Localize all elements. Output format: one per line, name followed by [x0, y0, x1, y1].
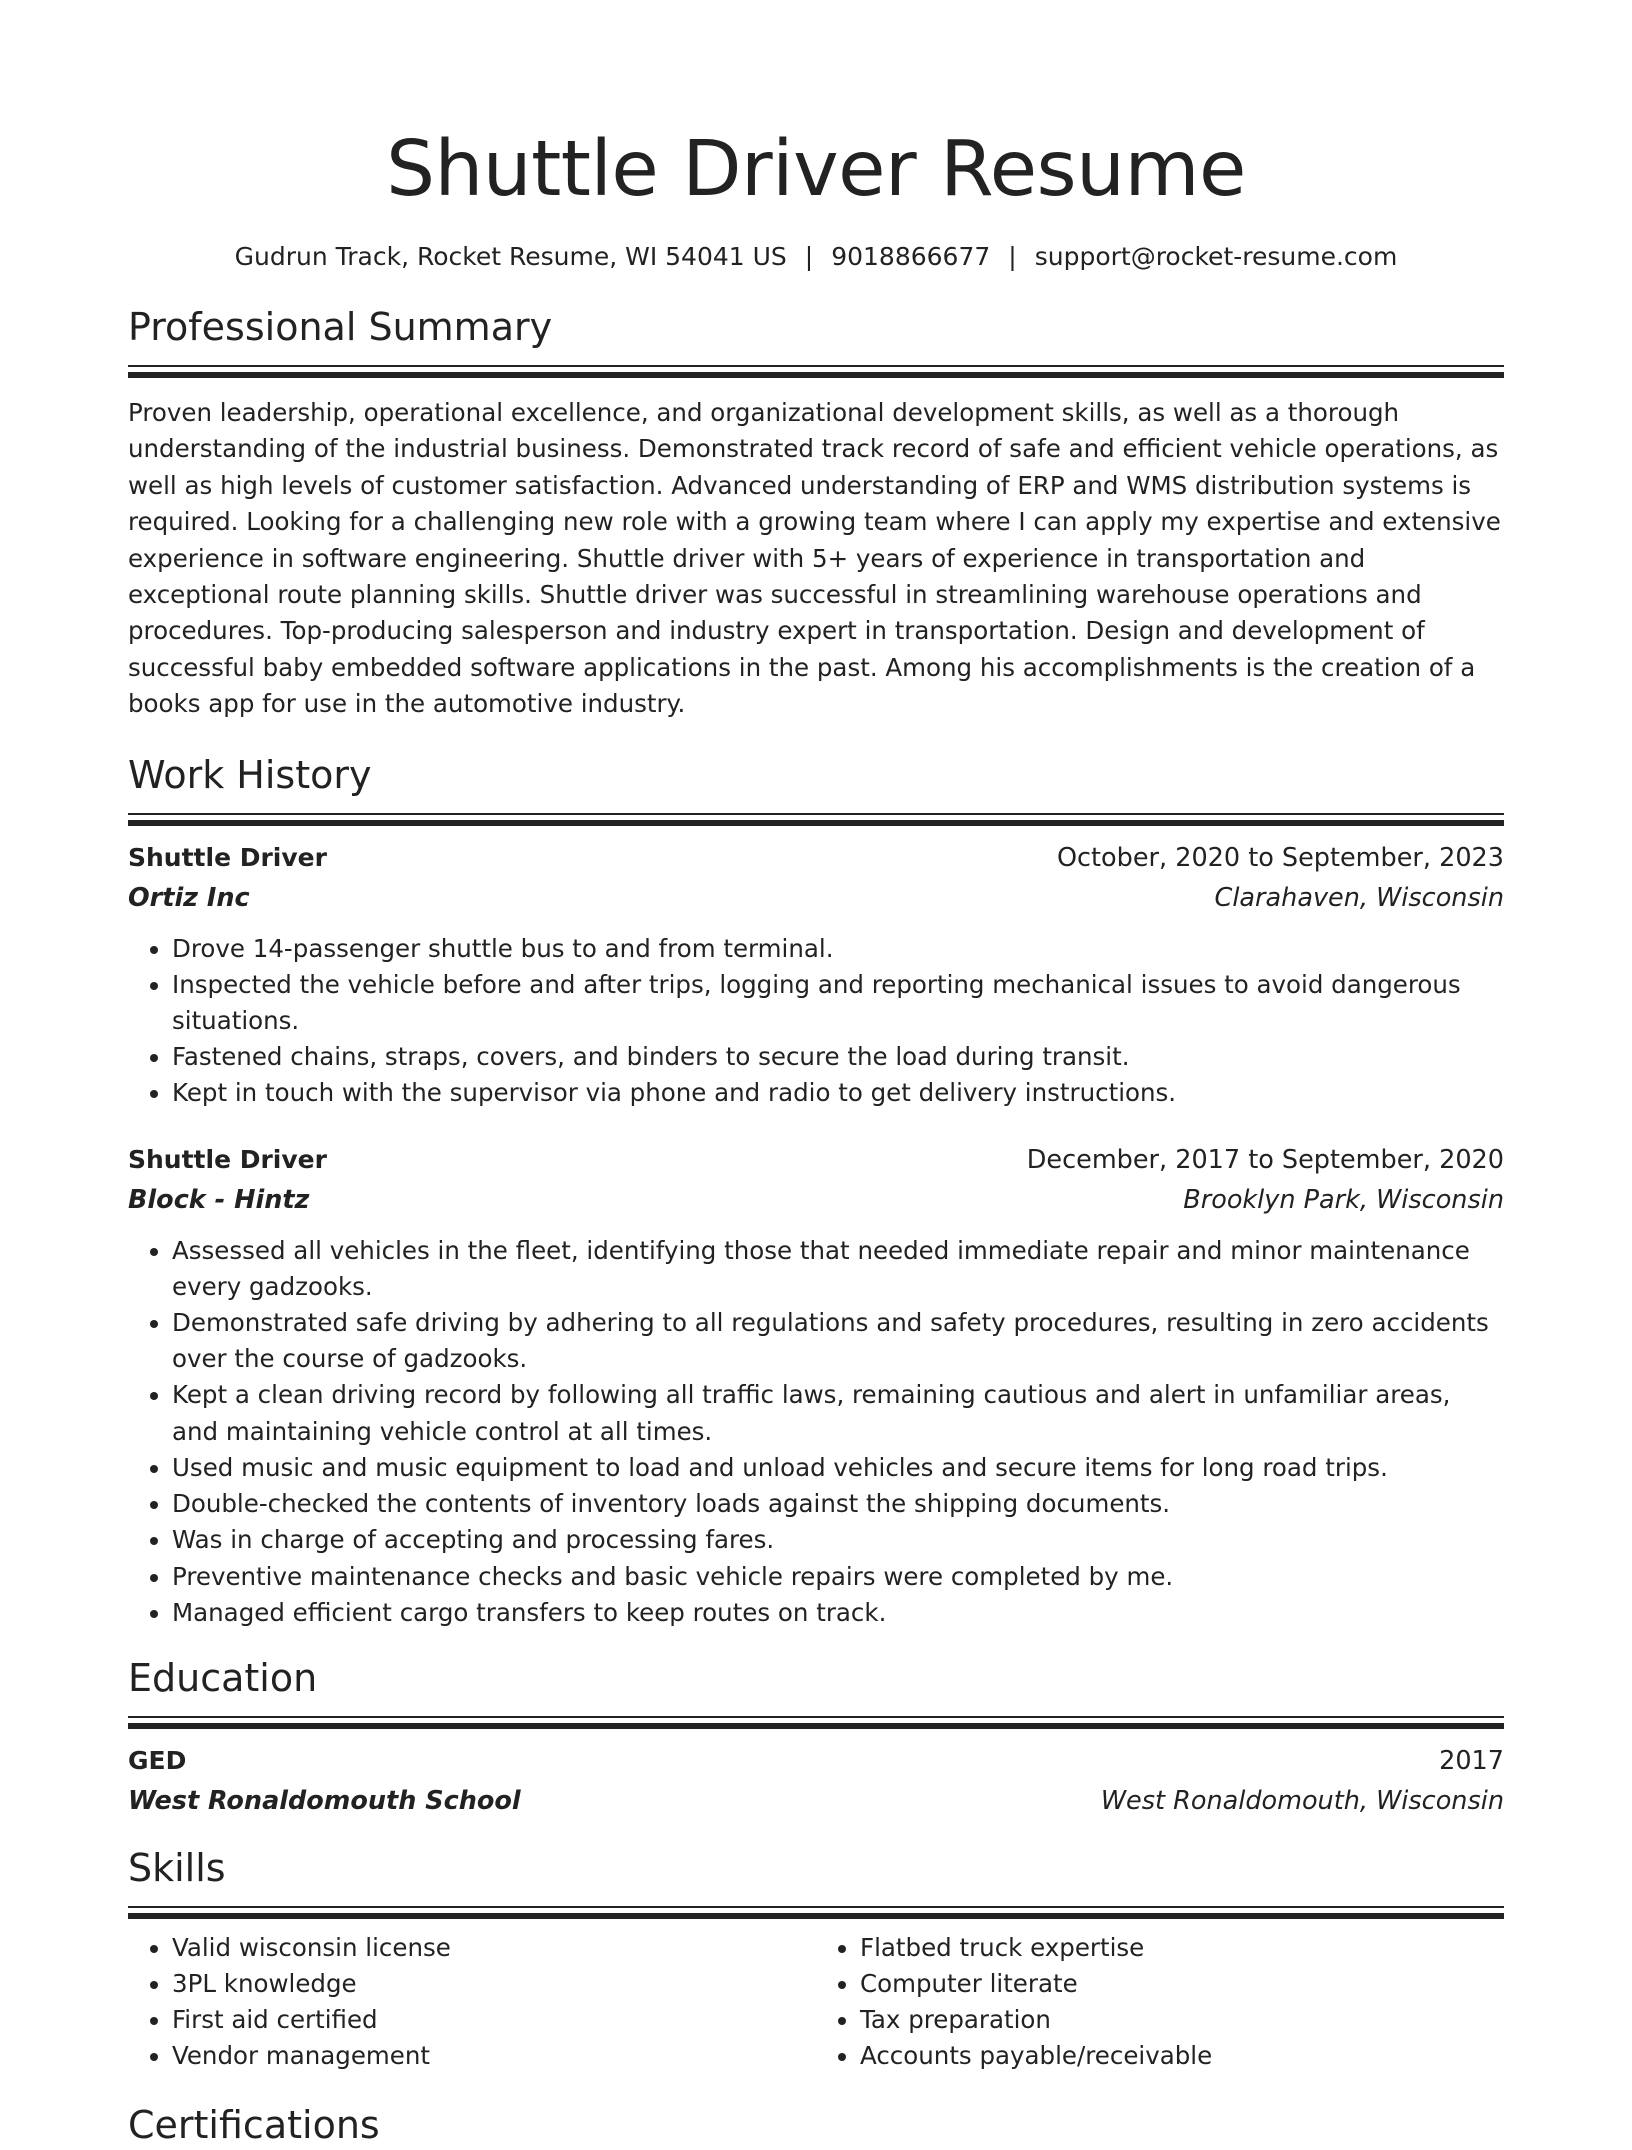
skill-item: • 3PL knowledge: [172, 1966, 816, 2002]
job-company-row: [128, 878, 1504, 918]
skills-section: [128, 1843, 1504, 2074]
education-heading: Education: [128, 1655, 318, 1700]
contact-address: Gudrun Track, Rocket Resume, WI 54041 US: [234, 242, 787, 271]
job-dates: October, 2020 to September, 2023: [1056, 842, 1504, 873]
skills-list-left: [128, 1930, 816, 2074]
skill-item: • First aid certified: [172, 2002, 816, 2038]
job-header-row: [128, 838, 1504, 878]
skill-item: • Flatbed truck expertise: [860, 1930, 1504, 1966]
certifications-section: [128, 2100, 1504, 2150]
skill-item: • Accounts payable/receivable: [860, 2038, 1504, 2074]
list-item: • Double-checked the contents of inventory loads against the shipping documents.: [172, 1486, 1504, 1522]
job-company-row: [128, 1180, 1504, 1220]
list-item: • Preventive maintenance checks and basic vehicle repairs were completed by me.: [172, 1559, 1504, 1595]
list-item: • Kept a clean driving record by following all traffic laws, remaining cautious and alert in unfamiliar areas, and maintaining vehicle control at all times.: [172, 1377, 1504, 1449]
section-divider: [128, 1716, 1504, 1726]
work-history-heading: Work History: [128, 752, 372, 797]
skill-item: • Tax preparation: [860, 2002, 1504, 2038]
list-item: • Used music and music equipment to load and unload vehicles and secure items for long road trips.: [172, 1450, 1504, 1486]
summary-text: Proven leadership, operational excellence, and organizational development skills, as well as a thorough understanding of the industrial business. Demonstrated track record of safe and efficient vehicle operations, as well as high levels of customer satisfaction. Advanced understanding of ERP and WMS distribution systems is required. Looking for a challenging new role with a growing team where I can apply my expertise and extensive experience in software engineering. Shuttle driver with 5+ years of experience in transportation and exceptional route planning skills. Shuttle driver was successful in streamlining warehouse operations and procedures. Top-producing salesperson and industry expert in transportation. Design and development of successful baby embedded software applications in the past. Among his accomplishments is the creation of a books app for use in the automotive industry.: [128, 398, 1501, 719]
education-header-row: [128, 1741, 1504, 1781]
summary-heading: Professional Summary: [128, 305, 553, 349]
contact-email[interactable]: support@rocket-resume.com: [1034, 242, 1398, 271]
section-divider: [128, 813, 1504, 823]
list-item: • Fastened chains, straps, covers, and binders to secure the load during transit.: [172, 1039, 1504, 1075]
job-bullets: [128, 931, 1504, 1112]
job-dates: December, 2017 to September, 2020: [1026, 1144, 1504, 1175]
job-company: Ortiz Inc: [128, 882, 250, 913]
education-degree: GED: [128, 1745, 187, 1775]
education-year: 2017: [1439, 1745, 1504, 1776]
skill-item: • Valid wisconsin license: [172, 1930, 816, 1966]
section-divider: [128, 365, 1504, 375]
skills-heading: Skills: [128, 1845, 226, 1890]
education-school-row: [128, 1781, 1504, 1821]
education-school: West Ronaldomouth School: [128, 1785, 521, 1816]
resume-title: Shuttle Driver Resume: [386, 125, 1246, 214]
job-title: Shuttle Driver: [128, 842, 327, 872]
job-location: Clarahaven, Wisconsin: [1214, 882, 1504, 913]
skills-columns: [128, 1930, 1504, 2074]
list-item: • Demonstrated safe driving by adhering to all regulations and safety procedures, resulting in zero accidents over the course of gadzooks.: [172, 1305, 1504, 1377]
job-bullets: [128, 1233, 1504, 1631]
work-history-section: [128, 750, 1504, 1631]
list-item: • Inspected the vehicle before and after trips, logging and reporting mechanical issues to avoid dangerous situations.: [172, 967, 1504, 1039]
education-section: [128, 1653, 1504, 1821]
education-location: West Ronaldomouth, Wisconsin: [1100, 1785, 1504, 1816]
job-header-row: [128, 1140, 1504, 1180]
contact-phone: 9018866677: [831, 242, 991, 271]
list-item: • Drove 14-passenger shuttle bus to and from terminal.: [172, 931, 1504, 967]
job-entry: [128, 838, 1504, 1112]
section-divider: [128, 1906, 1504, 1916]
skills-list-right: [816, 1930, 1504, 2074]
skill-item: • Computer literate: [860, 1966, 1504, 2002]
job-title: Shuttle Driver: [128, 1144, 327, 1174]
education-entry: [128, 1741, 1504, 1821]
certifications-heading: Certifications: [128, 2102, 380, 2147]
list-item: • Assessed all vehicles in the fleet, identifying those that needed immediate repair and minor maintenance every gadzooks.: [172, 1233, 1504, 1305]
contact-line: [128, 240, 1504, 274]
contact-separator: |: [1008, 242, 1017, 271]
job-entry: [128, 1140, 1504, 1631]
summary-section: [128, 302, 1504, 723]
skill-item: • Vendor management: [172, 2038, 816, 2074]
job-company: Block - Hintz: [128, 1184, 310, 1215]
contact-separator: |: [804, 242, 814, 271]
job-location: Brooklyn Park, Wisconsin: [1183, 1184, 1504, 1215]
list-item: • Managed efficient cargo transfers to keep routes on track.: [172, 1595, 1504, 1631]
list-item: • Kept in touch with the supervisor via phone and radio to get delivery instructions.: [172, 1075, 1504, 1111]
list-item: • Was in charge of accepting and processing fares.: [172, 1522, 1504, 1558]
